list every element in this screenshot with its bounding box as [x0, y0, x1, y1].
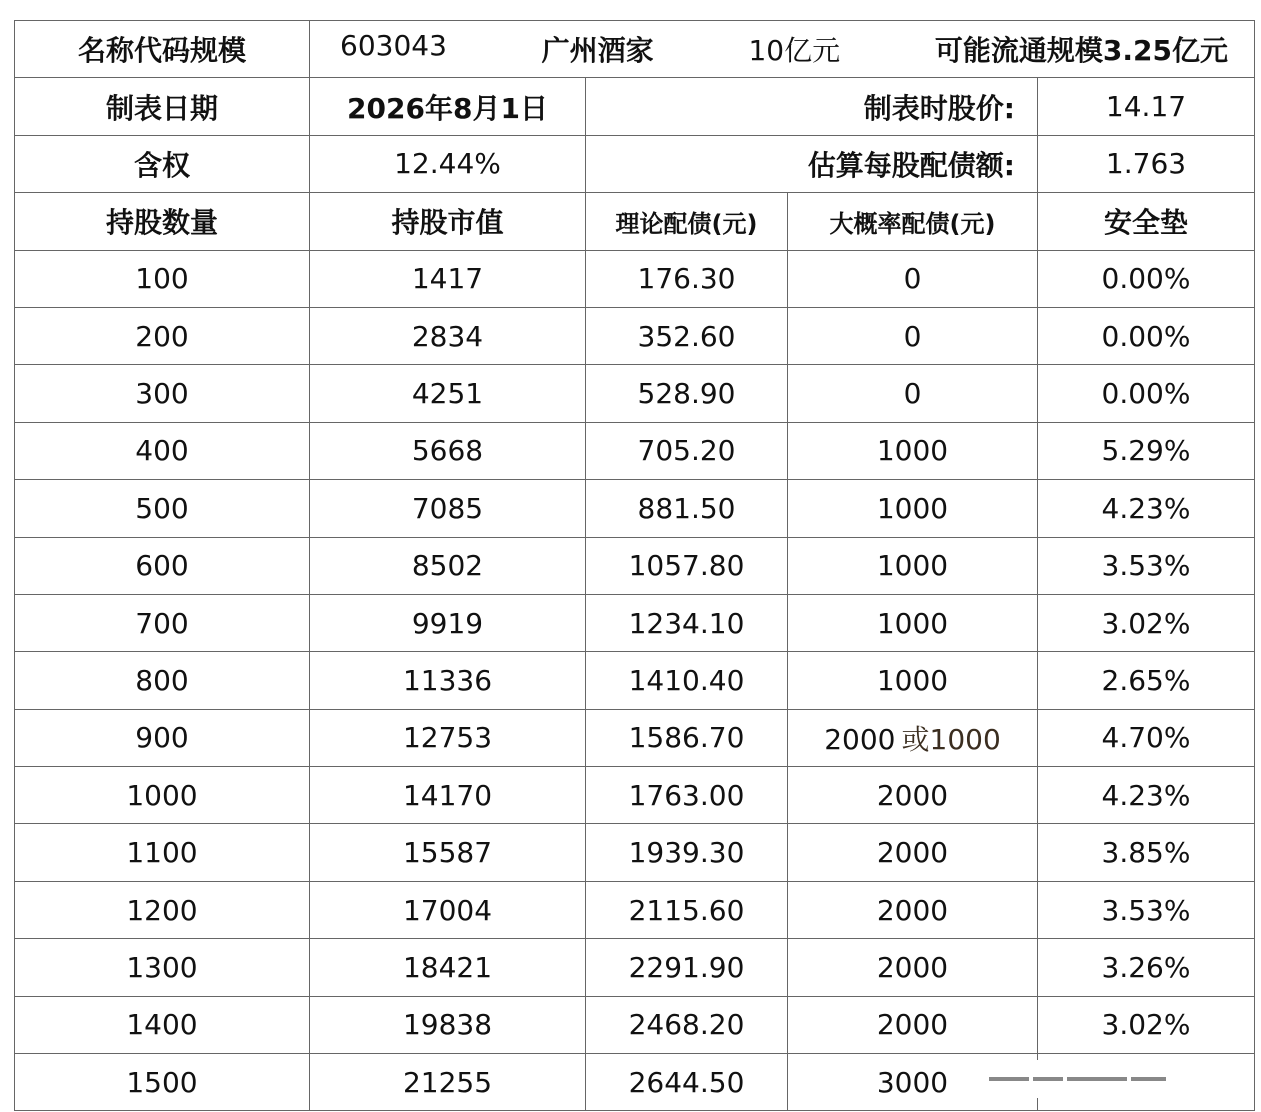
- table-row: [15, 996, 1255, 1053]
- market-value-cell-text: 5668: [411, 434, 484, 468]
- shares-cell-text: 500: [135, 491, 189, 525]
- table-row: [15, 250, 1255, 307]
- shares-cell: [15, 767, 310, 824]
- market-value-cell: [310, 824, 586, 881]
- shares-cell: [15, 996, 310, 1053]
- table-row: [15, 422, 1255, 479]
- bond-per-share-value: 1.763: [1038, 135, 1255, 192]
- theory-bond-cell: [586, 1054, 788, 1111]
- theory-bond-cell: [586, 307, 788, 364]
- theory-bond-cell: [586, 939, 788, 996]
- shares-cell: [15, 939, 310, 996]
- shares-cell-text: 900: [135, 721, 189, 755]
- market-value-cell: [310, 250, 586, 307]
- shares-cell-text: 600: [135, 549, 189, 583]
- market-value-cell-text: 14170: [402, 778, 493, 812]
- theory-bond-cell-text: 528.90: [637, 377, 736, 411]
- table-row: [15, 824, 1255, 881]
- stock-code: 603043: [340, 29, 447, 63]
- market-value-cell: [310, 480, 586, 537]
- safety-cell: [1038, 939, 1255, 996]
- shares-cell: [15, 824, 310, 881]
- safety-cell: [1038, 365, 1255, 422]
- likely-bond-cell: [788, 365, 1038, 422]
- market-value-cell-text: 12753: [402, 721, 493, 755]
- title-row: [15, 21, 1255, 78]
- price-value: 14.17: [1038, 78, 1255, 135]
- theory-bond-cell: [586, 594, 788, 651]
- market-value-cell: [310, 422, 586, 479]
- likely-bond-cell: [788, 939, 1038, 996]
- market-value-cell: [310, 939, 586, 996]
- theory-bond-cell: [586, 250, 788, 307]
- shares-cell-text: 1500: [126, 1065, 198, 1099]
- likely-bond-cell-text: 0: [903, 377, 922, 411]
- market-value-cell: [310, 307, 586, 364]
- likely-bond-cell: [788, 767, 1038, 824]
- safety-cell: [1038, 767, 1255, 824]
- safety-cell: [1038, 594, 1255, 651]
- theory-bond-cell-text: 2115.60: [628, 893, 745, 927]
- table-row: [15, 307, 1255, 364]
- likely-bond-cell-text: 3000: [876, 1065, 949, 1099]
- likely-bond-cell-text: 1000: [876, 549, 949, 583]
- title-info-cell: [310, 21, 1255, 78]
- likely-bond-cell: [788, 307, 1038, 364]
- likely-bond-cell-text: 2000: [876, 778, 949, 812]
- theory-bond-cell-text: 352.60: [637, 319, 736, 353]
- theory-bond-cell-text: 705.20: [637, 434, 736, 468]
- column-header: 持股市值: [310, 193, 586, 250]
- shares-cell-text: 300: [135, 377, 189, 411]
- shares-cell-text: 700: [135, 606, 189, 640]
- date-row: [15, 78, 1255, 135]
- shares-cell: [15, 594, 310, 651]
- table-row: [15, 594, 1255, 651]
- shares-cell-text: 400: [135, 434, 189, 468]
- theory-bond-cell-text: 2291.90: [628, 950, 745, 984]
- likely-bond-cell: [788, 537, 1038, 594]
- market-value-cell-text: 21255: [402, 1065, 493, 1099]
- safety-cell-text: 3.53%: [1101, 893, 1191, 927]
- theory-bond-cell: [586, 537, 788, 594]
- table-row: [15, 480, 1255, 537]
- shares-cell: [15, 1054, 310, 1111]
- shares-cell: [15, 250, 310, 307]
- column-header: 安全垫: [1038, 193, 1255, 250]
- right-value: 12.44%: [310, 135, 586, 192]
- column-header: 大概率配债(元): [788, 193, 1038, 250]
- likely-bond-note: 或1000: [901, 722, 1001, 756]
- table-row: [15, 365, 1255, 422]
- safety-cell: [1038, 480, 1255, 537]
- market-value-cell: [310, 365, 586, 422]
- theory-bond-cell: [586, 709, 788, 766]
- theory-bond-cell-text: 1410.40: [628, 663, 745, 697]
- safety-cell: [1038, 652, 1255, 709]
- market-value-cell-text: 4251: [411, 377, 484, 411]
- safety-cell: [1038, 422, 1255, 479]
- theory-bond-cell: [586, 996, 788, 1053]
- market-value-cell-text: 9919: [411, 606, 484, 640]
- theory-bond-cell: [586, 652, 788, 709]
- market-value-cell: [310, 767, 586, 824]
- likely-bond-cell-text: 2000: [876, 836, 949, 870]
- shares-cell: [15, 537, 310, 594]
- date-value: 2026年8月1日: [310, 78, 586, 135]
- likely-bond-cell: [788, 824, 1038, 881]
- market-value-cell: [310, 1054, 586, 1111]
- market-value-cell: [310, 709, 586, 766]
- safety-cell: [1038, 537, 1255, 594]
- market-value-cell: [310, 594, 586, 651]
- shares-cell: [15, 365, 310, 422]
- likely-bond-cell-text: 2000: [824, 722, 896, 756]
- theory-bond-cell: [586, 881, 788, 938]
- likely-bond-cell: [788, 594, 1038, 651]
- market-value-cell-text: 11336: [402, 663, 493, 697]
- theory-bond-cell-text: 881.50: [637, 491, 736, 525]
- theory-bond-cell-text: 1586.70: [628, 721, 745, 755]
- theory-bond-cell-text: 1234.10: [628, 606, 745, 640]
- issue-scale: 10亿元: [748, 34, 841, 68]
- shares-cell-text: 1200: [126, 893, 198, 927]
- theory-bond-cell: [586, 422, 788, 479]
- likely-bond-cell-text: 2000: [876, 1008, 949, 1042]
- likely-bond-cell: [788, 996, 1038, 1053]
- safety-cell: [1038, 881, 1255, 938]
- safety-cell-text: 4.23%: [1101, 491, 1191, 525]
- bond-per-share-label: 估算每股配债额:: [586, 135, 1038, 192]
- market-value-cell: [310, 537, 586, 594]
- theory-bond-cell-text: 2468.20: [628, 1008, 745, 1042]
- market-value-cell-text: 19838: [402, 1008, 493, 1042]
- theory-bond-cell: [586, 365, 788, 422]
- likely-bond-cell-text: 1000: [876, 663, 949, 697]
- safety-cell: [1038, 709, 1255, 766]
- market-value-cell-text: 7085: [411, 491, 484, 525]
- shares-cell-text: 200: [135, 319, 189, 353]
- theory-bond-cell: [586, 480, 788, 537]
- market-value-cell: [310, 996, 586, 1053]
- market-value-cell-text: 15587: [402, 836, 493, 870]
- date-label: 制表日期: [15, 78, 310, 135]
- float-scale: 可能流通规模3.25亿元: [934, 34, 1228, 68]
- watermark: [983, 1060, 1239, 1098]
- shares-cell-text: 1400: [126, 1008, 198, 1042]
- likely-bond-cell-text: 2000: [876, 950, 949, 984]
- safety-cell-text: 2.65%: [1101, 663, 1191, 697]
- bond-allocation-table: [14, 20, 1255, 1111]
- market-value-cell-text: 1417: [411, 262, 484, 296]
- shares-cell-text: 1000: [126, 778, 198, 812]
- market-value-cell-text: 18421: [402, 950, 493, 984]
- likely-bond-cell: [788, 709, 1038, 766]
- safety-cell-text: 3.85%: [1101, 836, 1191, 870]
- likely-bond-cell: [788, 250, 1038, 307]
- shares-cell: [15, 307, 310, 364]
- likely-bond-cell: [788, 652, 1038, 709]
- shares-cell-text: 1300: [126, 950, 198, 984]
- company-name: 广州酒家: [541, 34, 654, 68]
- likely-bond-cell-text: 1000: [876, 606, 949, 640]
- safety-cell: [1038, 824, 1255, 881]
- safety-cell: [1038, 250, 1255, 307]
- table-row: [15, 767, 1255, 824]
- safety-cell-text: 3.26%: [1101, 950, 1191, 984]
- table-row: [15, 881, 1255, 938]
- safety-cell-text: 4.70%: [1101, 721, 1191, 755]
- safety-cell: [1038, 307, 1255, 364]
- column-header: 理论配债(元): [586, 193, 788, 250]
- price-label: 制表时股价:: [586, 78, 1038, 135]
- theory-bond-cell-text: 1763.00: [628, 778, 745, 812]
- safety-cell: [1038, 996, 1255, 1053]
- column-header-row: [15, 193, 1255, 250]
- safety-cell-text: 0.00%: [1101, 319, 1191, 353]
- safety-cell-text: 5.29%: [1101, 434, 1191, 468]
- safety-cell-text: 0.00%: [1101, 377, 1191, 411]
- likely-bond-cell-text: 0: [903, 319, 922, 353]
- market-value-cell-text: 17004: [402, 893, 493, 927]
- market-value-cell-text: 8502: [411, 549, 484, 583]
- name-code-scale-label: 名称代码规模: [15, 21, 310, 78]
- theory-bond-cell-text: 2644.50: [628, 1065, 745, 1099]
- safety-cell-text: 3.02%: [1101, 606, 1191, 640]
- likely-bond-cell-text: 1000: [876, 434, 949, 468]
- shares-cell-text: 800: [135, 663, 189, 697]
- theory-bond-cell-text: 1057.80: [628, 549, 745, 583]
- theory-bond-cell-text: 176.30: [637, 262, 736, 296]
- theory-bond-cell-text: 1939.30: [628, 836, 745, 870]
- table-row: [15, 709, 1255, 766]
- shares-cell: [15, 709, 310, 766]
- shares-cell-text: 1100: [126, 836, 198, 870]
- table-row: [15, 537, 1255, 594]
- theory-bond-cell: [586, 767, 788, 824]
- shares-cell: [15, 652, 310, 709]
- safety-cell-text: 0.00%: [1101, 262, 1191, 296]
- column-header: 持股数量: [15, 193, 310, 250]
- shares-cell: [15, 881, 310, 938]
- likely-bond-cell-text: 0: [903, 262, 922, 296]
- right-row: [15, 135, 1255, 192]
- theory-bond-cell: [586, 824, 788, 881]
- market-value-cell: [310, 652, 586, 709]
- table-row: [15, 652, 1255, 709]
- shares-cell: [15, 422, 310, 479]
- likely-bond-cell: [788, 422, 1038, 479]
- shares-cell-text: 100: [135, 262, 189, 296]
- likely-bond-cell: [788, 881, 1038, 938]
- right-label: 含权: [15, 135, 310, 192]
- safety-cell-text: 3.53%: [1101, 549, 1191, 583]
- shares-cell: [15, 480, 310, 537]
- market-value-cell-text: 2834: [411, 319, 484, 353]
- safety-cell-text: 4.23%: [1101, 778, 1191, 812]
- safety-cell-text: 3.02%: [1101, 1008, 1191, 1042]
- market-value-cell: [310, 881, 586, 938]
- likely-bond-cell-text: 2000: [876, 893, 949, 927]
- likely-bond-cell: [788, 480, 1038, 537]
- table-row: [15, 939, 1255, 996]
- likely-bond-cell-text: 1000: [876, 491, 949, 525]
